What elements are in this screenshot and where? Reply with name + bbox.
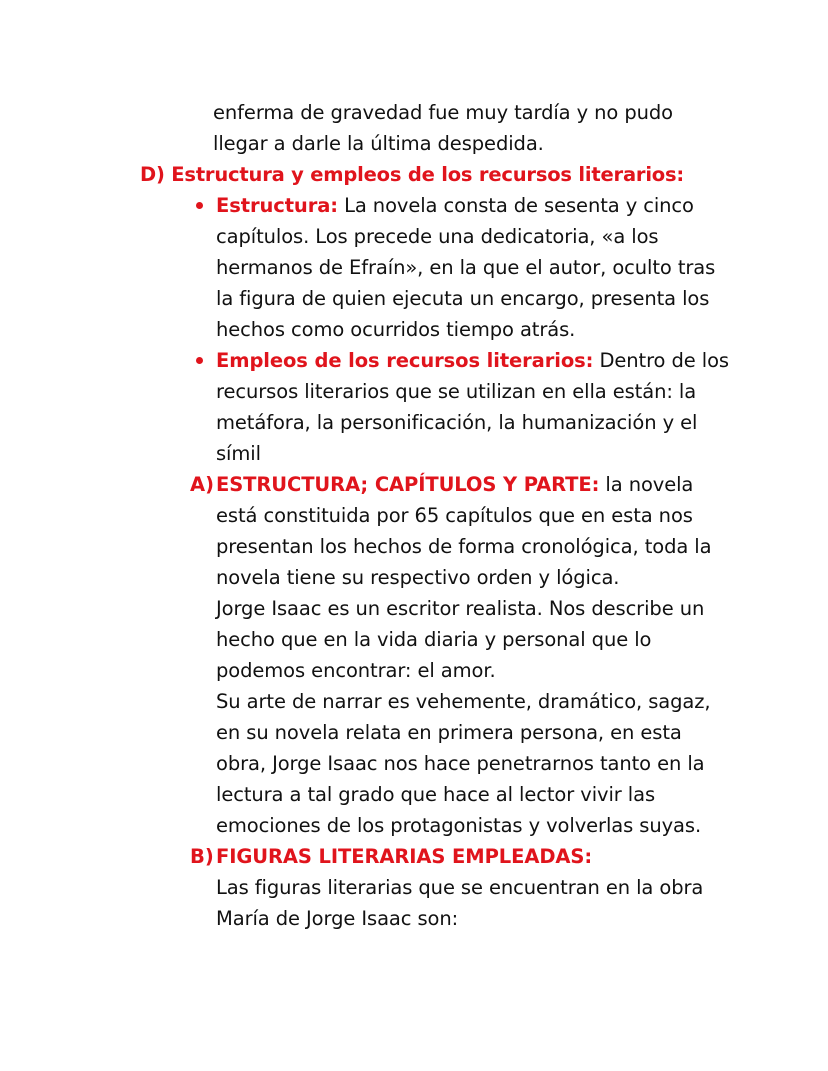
sub-a-line-6: hecho que en la vida diaria y personal que lo xyxy=(216,628,652,651)
bullet-empleos-line-3: metáfora, la personificación, la humanización y el xyxy=(216,411,698,434)
sub-a-text: la novela xyxy=(605,473,694,496)
bullet-dot-icon xyxy=(196,202,203,209)
sub-a-line-1 xyxy=(216,469,693,500)
sub-a-line-7: podemos encontrar: el amor. xyxy=(216,659,496,682)
bullet-estructura-line-4: la figura de quien ejecuta un encargo, presenta los xyxy=(216,287,710,310)
sub-b-marker: B) xyxy=(190,845,214,868)
sub-a-marker: A) xyxy=(190,473,215,496)
section-d-heading: D) Estructura y empleos de los recursos literarios: xyxy=(140,163,685,186)
bullet-estructura-label: Estructura: xyxy=(216,194,338,217)
bullet-estructura-text: La novela consta de sesenta y cinco xyxy=(344,194,694,217)
sub-a-line-9: en su novela relata en primera persona, en esta xyxy=(216,721,682,744)
sub-a-line-12: emociones de los protagonistas y volverlas suyas. xyxy=(216,814,702,837)
sub-a-line-11: lectura a tal grado que hace al lector vivir las xyxy=(216,783,656,806)
bullet-estructura-line-3: hermanos de Efraín», en la que el autor, oculto tras xyxy=(216,256,716,279)
bullet-estructura-line-1 xyxy=(216,190,694,221)
sub-b-line-1: Las figuras literarias que se encuentran en la obra xyxy=(216,876,704,899)
sub-b-label: FIGURAS LITERARIAS EMPLEADAS: xyxy=(216,845,593,868)
bullet-empleos-label: Empleos de los recursos literarios: xyxy=(216,349,594,372)
sub-a-label: ESTRUCTURA; CAPÍTULOS Y PARTE: xyxy=(216,473,600,496)
sub-a-line-8: Su arte de narrar es vehemente, dramático, sagaz, xyxy=(216,690,711,713)
intro-line-1: enferma de gravedad fue muy tardía y no pudo xyxy=(213,101,673,124)
bullet-empleos-line-2: recursos literarios que se utilizan en ella están: la xyxy=(216,380,697,403)
sub-a-line-10: obra, Jorge Isaac nos hace penetrarnos tanto en la xyxy=(216,752,705,775)
bullet-estructura-line-2: capítulos. Los precede una dedicatoria, «a los xyxy=(216,225,659,248)
sub-a-line-4: novela tiene su respectivo orden y lógica. xyxy=(216,566,620,589)
sub-b-line-2: María de Jorge Isaac son: xyxy=(216,907,459,930)
bullet-empleos-line-1 xyxy=(216,345,729,376)
bullet-estructura-line-5: hechos como ocurridos tiempo atrás. xyxy=(216,318,576,341)
bullet-empleos-line-4: símil xyxy=(216,442,261,465)
sub-a-line-3: presentan los hechos de forma cronológica, toda la xyxy=(216,535,712,558)
intro-line-2: llegar a darle la última despedida. xyxy=(213,132,544,155)
bullet-dot-icon xyxy=(196,357,203,364)
bullet-empleos-text: Dentro de los xyxy=(599,349,729,372)
sub-a-line-5: Jorge Isaac es un escritor realista. Nos describe un xyxy=(216,597,705,620)
sub-a-line-2: está constituida por 65 capítulos que en esta nos xyxy=(216,504,693,527)
